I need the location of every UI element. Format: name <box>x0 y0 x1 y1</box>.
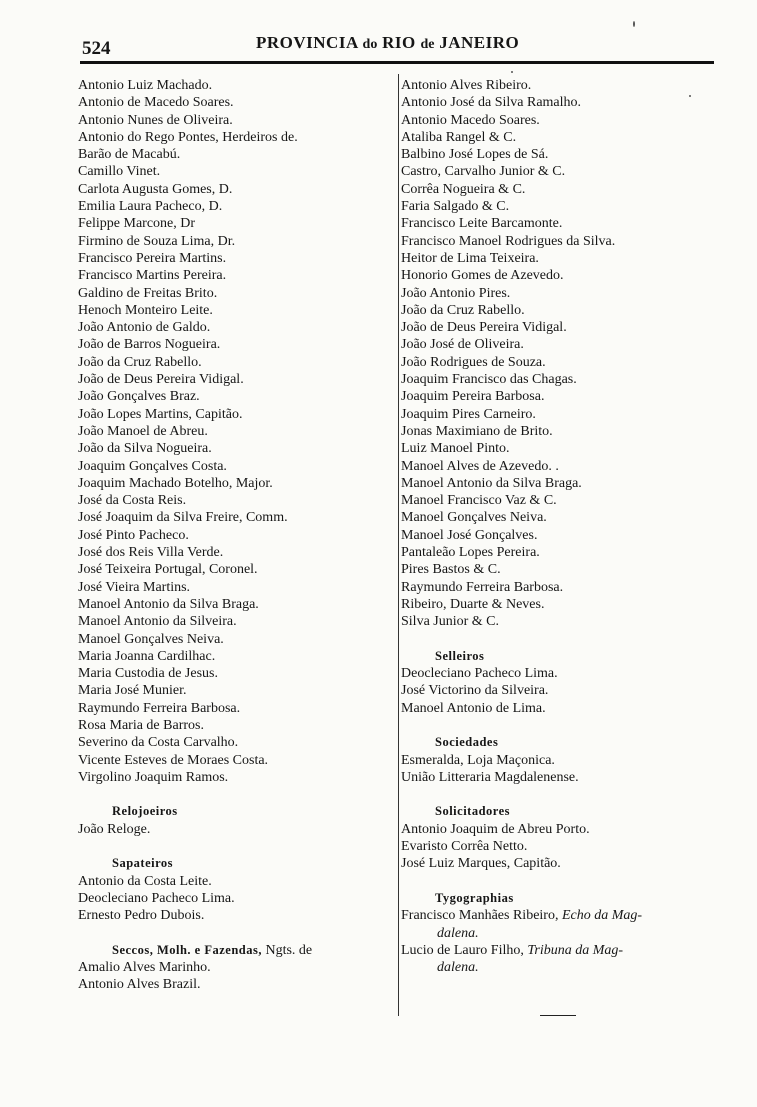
spacer <box>78 838 396 855</box>
spacer <box>401 717 721 734</box>
list-item: Francisco Leite Barcamonte. <box>401 216 563 232</box>
end-rule <box>540 1015 576 1016</box>
list-item: Antonio da Costa Leite. <box>78 873 212 889</box>
list-item: Francisco Martins Pereira. <box>78 268 227 284</box>
list-item: Corrêa Nogueira & C. <box>401 181 526 197</box>
list-item: Manoel Antonio de Lima. <box>401 700 546 716</box>
section-heading-solicitadores: Solicitadores <box>435 804 511 819</box>
list-item: Ribeiro, Duarte & Neves. <box>401 596 545 612</box>
section-heading-seccos <box>78 942 396 959</box>
seccos-heading-suffix: Ngts. de <box>265 942 313 958</box>
list-item: José Joaquim da Silva Freire, Comm. <box>78 510 288 526</box>
spacer <box>401 873 721 890</box>
list-item: Castro, Carvalho Junior & C. <box>401 164 566 180</box>
list-item: Manoel Francisco Vaz & C. <box>401 493 557 509</box>
list-item: José Vieira Martins. <box>78 579 191 595</box>
list-item: João Rodrigues de Souza. <box>401 354 546 370</box>
column-divider <box>398 74 399 1016</box>
right-name-list <box>401 77 721 631</box>
list-item: João de Deus Pereira Vidigal. <box>401 320 567 336</box>
list-item: Barão de Macabú. <box>78 147 181 163</box>
spacer <box>78 786 396 803</box>
list-item: Balbino José Lopes de Sá. <box>401 147 549 163</box>
list-item: José Pinto Pacheco. <box>78 527 189 543</box>
list-item: João Manoel de Abreu. <box>78 423 208 439</box>
list-item: Antonio Alves Brazil. <box>78 977 201 993</box>
print-speck <box>633 21 635 27</box>
list-item: José Luiz Marques, Capitão. <box>401 856 561 872</box>
list-item: Joaquim Machado Botelho, Major. <box>78 475 273 491</box>
list-item: Maria Custodia de Jesus. <box>78 666 218 682</box>
list-item: Antonio Nunes de Oliveira. <box>78 112 233 128</box>
list-item: Emilia Laura Pacheco, D. <box>78 199 223 215</box>
section-heading-sapateiros: Sapateiros <box>112 856 174 871</box>
print-speck <box>511 71 513 73</box>
list-item: Manoel Antonio da Silva Braga. <box>401 475 582 491</box>
list-item: Antonio Joaquim de Abreu Porto. <box>401 821 590 837</box>
list-item: Manoel Alves de Azevedo. . <box>401 458 559 474</box>
list-item: João da Cruz Rabello. <box>401 302 525 318</box>
list-item: Pantaleão Lopes Pereira. <box>401 545 540 561</box>
list-item: Manoel José Gonçalves. <box>401 527 538 543</box>
publication-title-continued: dalena. <box>437 960 479 976</box>
list-item: Raymundo Ferreira Barbosa. <box>78 700 241 716</box>
title-word: do <box>362 37 378 52</box>
publisher-name: Francisco Manhães Ribeiro, <box>401 908 559 924</box>
list-item: José Teixeira Portugal, Coronel. <box>78 562 258 578</box>
list-item: Faria Salgado & C. <box>401 199 510 215</box>
print-speck <box>689 95 691 97</box>
list-item: José da Costa Reis. <box>78 493 187 509</box>
publication-title-continued: dalena. <box>437 925 479 941</box>
spacer <box>78 925 396 942</box>
list-item: João José de Oliveira. <box>401 337 524 353</box>
list-item: Galdino de Freitas Brito. <box>78 285 218 301</box>
list-item: Vicente Esteves de Moraes Costa. <box>78 752 269 768</box>
list-item: Antonio José da Silva Ramalho. <box>401 95 582 111</box>
header-rule <box>80 61 714 64</box>
list-item: Joaquim Pereira Barbosa. <box>401 389 545 405</box>
left-name-list <box>78 77 396 786</box>
list-item: Deocleciano Pacheco Lima. <box>401 666 558 682</box>
page-number: 524 <box>82 38 111 59</box>
list-item: Rosa Maria de Barros. <box>78 717 204 733</box>
list-item: João de Barros Nogueira. <box>78 337 221 353</box>
list-item: Antonio de Macedo Soares. <box>78 95 234 111</box>
section-heading-selleiros: Selleiros <box>435 648 485 663</box>
list-item: Severino da Costa Carvalho. <box>78 735 239 751</box>
list-item: Francisco Manoel Rodrigues da Silva. <box>401 233 616 249</box>
list-item: Maria Joanna Cardilhac. <box>78 648 216 664</box>
right-column <box>401 77 721 976</box>
list-item: Firmino de Souza Lima, Dr. <box>78 233 236 249</box>
spacer <box>401 786 721 803</box>
list-item: Henoch Monteiro Leite. <box>78 302 213 318</box>
list-item: Amalio Alves Marinho. <box>78 960 211 976</box>
list-item: Esmeralda, Loja Maçonica. <box>401 752 555 768</box>
list-item: Luiz Manoel Pinto. <box>401 441 510 457</box>
list-item: Felippe Marcone, Dr <box>78 216 196 232</box>
list-item: João da Silva Nogueira. <box>78 441 212 457</box>
list-item: Antonio Luiz Machado. <box>78 78 213 93</box>
list-item: Heitor de Lima Teixeira. <box>401 250 539 266</box>
list-item: João de Deus Pereira Vidigal. <box>78 372 244 388</box>
title-word: PROVINCIA <box>256 33 358 52</box>
list-item: Ataliba Rangel & C. <box>401 129 517 145</box>
publication-title: Tribuna da Mag- <box>527 942 624 958</box>
section-heading-sociedades: Sociedades <box>435 735 499 750</box>
title-word: JANEIRO <box>439 33 520 52</box>
list-item: João Antonio de Galdo. <box>78 320 211 336</box>
list-item: Joaquim Pires Carneiro. <box>401 406 536 422</box>
list-item: Honorio Gomes de Azevedo. <box>401 268 564 284</box>
list-item: João da Cruz Rabello. <box>78 354 202 370</box>
list-item: Joaquim Francisco das Chagas. <box>401 372 577 388</box>
list-item <box>401 942 721 959</box>
list-item: João Antonio Pires. <box>401 285 511 301</box>
list-item: Manoel Gonçalves Neiva. <box>401 510 547 526</box>
list-item: Manoel Antonio da Silveira. <box>78 614 237 630</box>
list-item: Maria José Munier. <box>78 683 187 699</box>
list-item <box>401 907 721 924</box>
list-item: Carlota Augusta Gomes, D. <box>78 181 233 197</box>
list-item: José dos Reis Villa Verde. <box>78 545 224 561</box>
list-item: Raymundo Ferreira Barbosa. <box>401 579 564 595</box>
list-item: Manoel Antonio da Silva Braga. <box>78 596 259 612</box>
list-item: João Reloge. <box>78 821 151 837</box>
publisher-name: Lucio de Lauro Filho, <box>401 942 524 958</box>
publication-title: Echo da Mag- <box>561 908 643 924</box>
list-item: João Gonçalves Braz. <box>78 389 200 405</box>
list-item: Francisco Pereira Martins. <box>78 250 227 266</box>
running-title <box>256 33 519 53</box>
spacer <box>401 631 721 648</box>
list-item: Evaristo Corrêa Netto. <box>401 839 528 855</box>
list-item: União Litteraria Magdalenense. <box>401 769 579 785</box>
section-heading-tygographias: Tygographias <box>435 890 514 905</box>
left-column <box>78 77 396 994</box>
list-item: Antonio Macedo Soares. <box>401 112 540 128</box>
list-item: Camillo Vinet. <box>78 164 161 180</box>
list-item: José Victorino da Silveira. <box>401 683 549 699</box>
title-word: RIO <box>382 33 416 52</box>
list-item: Pires Bastos & C. <box>401 562 501 578</box>
list-item: Manoel Gonçalves Neiva. <box>78 631 224 647</box>
list-item: Deocleciano Pacheco Lima. <box>78 890 235 906</box>
title-word: de <box>420 37 435 52</box>
list-item: Silva Junior & C. <box>401 614 500 630</box>
list-item: João Lopes Martins, Capitão. <box>78 406 243 422</box>
list-item: Joaquim Gonçalves Costa. <box>78 458 227 474</box>
list-item: Antonio Alves Ribeiro. <box>401 78 532 93</box>
list-item: Virgolino Joaquim Ramos. <box>78 769 229 785</box>
list-item: Jonas Maximiano de Brito. <box>401 423 553 439</box>
section-heading-relojoeiros: Relojoeiros <box>112 804 178 819</box>
list-item: Ernesto Pedro Dubois. <box>78 908 205 924</box>
seccos-heading-bold: Seccos, Molh. e Fazendas, <box>112 942 262 957</box>
list-item: Antonio do Rego Pontes, Herdeiros de. <box>78 129 298 145</box>
